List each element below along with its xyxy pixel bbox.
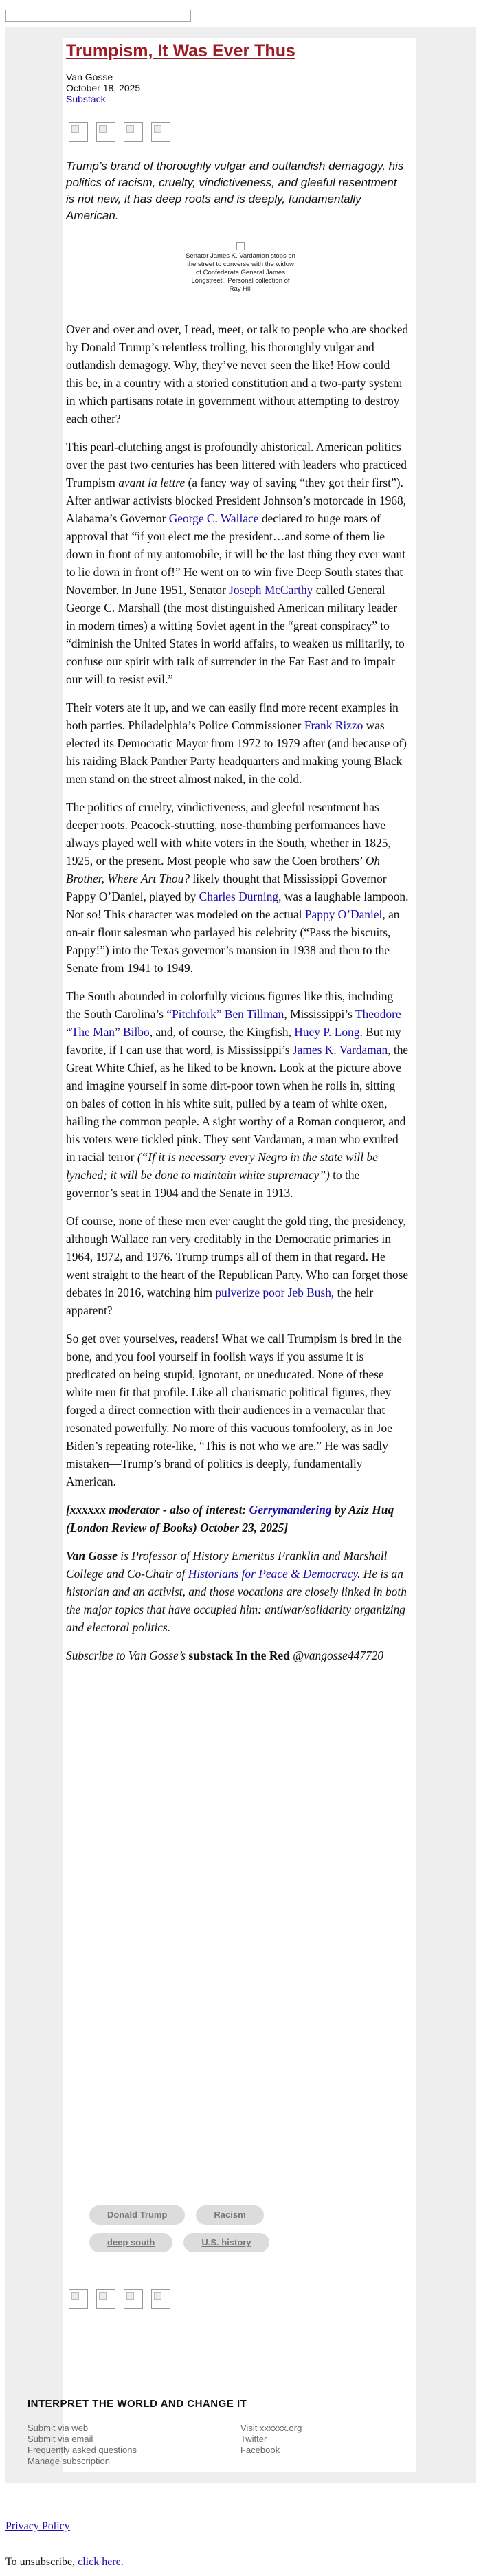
link-charles-durning[interactable]: Charles Durning xyxy=(199,890,279,903)
link-joseph-mccarthy[interactable]: Joseph McCarthy xyxy=(229,583,313,597)
share-email-icon[interactable] xyxy=(124,2289,143,2309)
link-george-wallace[interactable]: George C. Wallace xyxy=(168,511,259,525)
footer-heading: INTERPRET THE WORLD AND CHANGE IT xyxy=(27,2398,247,2410)
share-facebook-icon[interactable] xyxy=(69,122,88,142)
paragraph-2: This pearl-clutching angst is profoundly ahistorical. American politics over the past two centuries has been littered with leaders who practiced Trumpism avant la lettre (a fancy way of saying “they got their first”). After antiwar activists blocked President Johnson’s motorcade in 1968, Alabama’s Governor George C. Wallace declared to huge roars of approval that “if you elect me the president…and some of them lie down in front of my automobile, it will be the last thing they ever want to lie down in front of!” He went on to win five Deep South states that November. In June 1951, Senator Joseph McCarthy called General George C. Marshall (the most distinguished American military leader in modern times) a witting Soviet agent in the “great conspiracy” to “diminish the United States in world affairs, to weaken us militarily, to confuse our spirit with talk of surrender in the Far East and to impair our will to resist evil.” xyxy=(66,440,407,686)
share-twitter-icon[interactable] xyxy=(96,2289,115,2309)
link-theodore-bilbo[interactable]: Theodore “The Man” Bilbo xyxy=(66,1007,401,1039)
tag-list xyxy=(89,2205,316,2252)
footer-link-twitter[interactable]: Twitter xyxy=(240,2434,267,2444)
paragraph-4: The politics of cruelty, vindictiveness, and gleeful resentment has deeper roots. Peacock-strutting, nose-thumbing performances have always played well with white voters in the South, whether in 1825, 1925, or the present. Most people who saw the Coen brothers’ Oh Brother, Where Art Thou? likely thought that Mississippi Governor Pappy O’Daniel, played by Charles Durning, was a laughable lampoon. Not so! This character was modeled on the actual Pappy O’Daniel, an on-air flour salesman who parlayed his celebrity (“Pass the biscuits, Pappy!”) into the Texas governor’s mansion in 1938 and then to the Senate from 1941 to 1949. xyxy=(66,800,409,975)
link-huey-long[interactable]: Huey P. Long xyxy=(294,1025,360,1039)
footer-link-faq[interactable]: Frequently asked questions xyxy=(27,2445,137,2455)
article-lede: Trump’s brand of thoroughly vulgar and outlandish demagogy, his politics of racism, cruelty, vindictiveness, and gleeful resentment is not new, it has deep roots and is deeply, fundamentally American. xyxy=(66,159,404,222)
paragraph-6: Of course, none of these men ever caught the gold ring, the presidency, although Wallace ran very creditably in the Democratic primaries in 1964, 1972, and 1976. Trump trumps all of them in that regard. He went straight to the heart of the Republican Party. Who can forget those debates in 2016, watching him pulverize poor Jeb Bush, the heir apparent? xyxy=(66,1214,409,1317)
footer-link-submit-email[interactable]: Submit via email xyxy=(27,2434,93,2444)
unsubscribe-link[interactable]: click here xyxy=(78,2556,121,2568)
paragraph-3: Their voters ate it up, and we can easily find more recent examples in both parties. Philadelphia’s Police Commissioner Frank Rizzo was elected its Democratic Mayor from 1972 to 1979 after (and because of) his raiding Black Panther Party headquarters and making young Black men stand on the street almost naked, in the cold. xyxy=(66,701,407,786)
author-name: Van Gosse xyxy=(66,71,113,82)
photo-caption: Senator James K. Vardaman stops on the street to converse with the widow of Confederate General James Longstreet., Personal collection of Ray Hill xyxy=(186,252,295,293)
link-frank-rizzo[interactable]: Frank Rizzo xyxy=(304,718,363,732)
author-bio: Van Gosse is Professor of History Emeritus Franklin and Marshall College and Co-Chair of Historians for Peace & Democracy. He is an historian and an activist, and those vocations are closely linked in both the major topics that have occupied him: antiwar/solidarity organizing and electoral politics. xyxy=(66,1549,407,1634)
share-icons-bottom xyxy=(69,2289,170,2309)
privacy-policy-link[interactable]: Privacy Policy xyxy=(5,2520,70,2532)
link-james-vardaman[interactable]: James K. Vardaman xyxy=(292,1043,388,1057)
link-jeb-bush[interactable]: pulverize poor Jeb Bush xyxy=(215,1286,331,1299)
share-twitter-icon[interactable] xyxy=(96,122,115,142)
footer-link-facebook[interactable]: Facebook xyxy=(240,2445,280,2455)
link-historians-for-peace[interactable]: Historians for Peace & Democracy xyxy=(188,1567,358,1581)
substack-link[interactable]: Substack xyxy=(66,93,106,104)
header-image-placeholder xyxy=(5,10,191,22)
unsubscribe-line: To unsubscribe, click here. xyxy=(5,2556,124,2568)
paragraph-5: The South abounded in colorfully vicious figures like this, including the South Carolina’s “Pitchfork” Ben Tillman, Mississippi’s Theodore “The Man” Bilbo, and, of course, the Kingfish, Huey P. Long. But my favorite, if I can use that word, is Mississippi’s James K. Vardaman, the Great White Chief, as he liked to be known. Look at the picture above and imagine yourself in some dirt-poor town when he rolls in, sitting on bales of cotton in his white suit, pulled by a team of white oxen, hailing the common people. A sight worthy of a Roman conqueror, and his voters were tickled pink. They sent Vardaman, a man who exulted in racial terror (“If it is necessary every Negro in the state will be lynched; it will be done to maintain white supremacy”) to the governor’s seat in 1904 and the Senate in 1913. xyxy=(66,989,409,1200)
article-title-link[interactable]: Trumpism, It Was Ever Thus xyxy=(66,41,295,60)
link-pappy-odaniel[interactable]: Pappy O’Daniel xyxy=(304,907,383,921)
article-photo-placeholder-icon xyxy=(236,242,245,250)
article-body xyxy=(66,320,410,1675)
footer-link-submit-web[interactable]: Submit via web xyxy=(27,2423,89,2433)
tag-us-history[interactable]: U.S. history xyxy=(183,2233,269,2252)
footer-link-manage-subscription[interactable]: Manage subscription xyxy=(27,2456,110,2466)
paragraph-1: Over and over and over, I read, meet, or talk to people who are shocked by Donald Trump’s relentless trolling, his thoroughly vulgar and outlandish demagogy. Why, they’ve never seen the like! How could this be, in a country with a storied constitution and a two-party system in which partisans rotate in government without attempting to destroy each other? xyxy=(66,322,409,426)
share-email-icon[interactable] xyxy=(124,122,143,142)
tag-deep-south[interactable]: deep south xyxy=(89,2233,172,2252)
link-ben-tillman[interactable]: “Pitchfork” Ben Tillman xyxy=(166,1007,284,1021)
footer-links-right xyxy=(240,2423,302,2456)
subscribe-line: Subscribe to Van Gosse’s substack In the Red @vangosse447720 xyxy=(66,1649,384,1662)
tag-racism[interactable]: Racism xyxy=(196,2205,263,2225)
link-gerrymandering[interactable]: Gerrymandering xyxy=(249,1503,332,1517)
share-print-icon[interactable] xyxy=(151,2289,170,2309)
footer-links-left xyxy=(27,2423,137,2467)
source-substack xyxy=(66,93,106,104)
share-facebook-icon[interactable] xyxy=(69,2289,88,2309)
footer-link-visit-site[interactable]: Visit xxxxxx.org xyxy=(240,2423,302,2433)
share-print-icon[interactable] xyxy=(151,122,170,142)
tag-donald-trump[interactable]: Donald Trump xyxy=(89,2205,185,2225)
publish-date: October 18, 2025 xyxy=(66,82,141,93)
paragraph-7: So get over yourselves, readers! What we call Trumpism is bred in the bone, and you fool yourself in foolish ways if you assume it is predicated on being stupid, ignorant, or uneducated. None of these white men fit that profile. Like all charismatic political figures, they forged a direct connection with their audiences in a vernacular that resonated powerfully. No more of this vacuous tomfoolery, as in Joe Biden’s repeating rote-like, “This is not who we are.” He was sadly mistaken—Trump’s brand of politics is deeply, fundamentally American. xyxy=(66,1332,402,1488)
moderator-note: [xxxxxx moderator - also of interest: Gerrymandering by Aziz Huq (London Review of Books) October 23, 2025] xyxy=(66,1503,394,1534)
share-icons-top xyxy=(69,122,170,142)
